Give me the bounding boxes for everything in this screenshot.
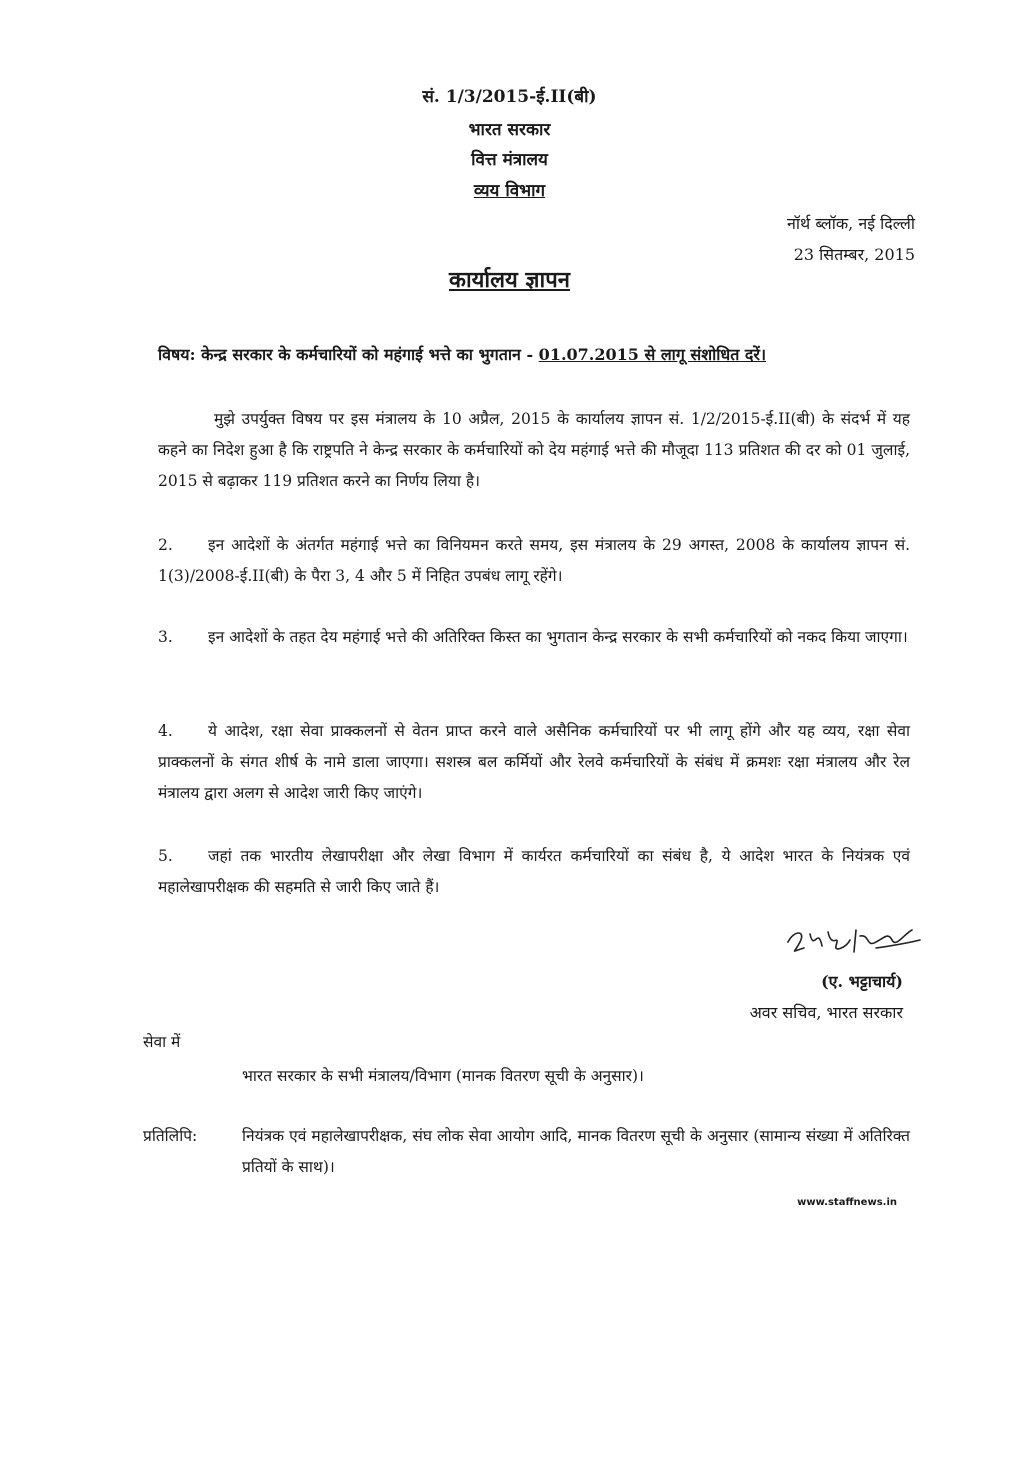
paragraph-5-text: जहां तक भारतीय लेखापरीक्षा और लेखा विभाग में कार्यरत कर्मचारियों का संबंध है, ये आदेश भारत के नियंत्रक एवं महालेखापरीक्षक की सहमति से जारी किए जाते हैं। (158, 847, 910, 896)
document-title: कार्यालय ज्ञापन (449, 267, 570, 293)
paragraph-5-number: 5. (158, 847, 173, 865)
paragraph-1-text: मुझे उपर्युक्त विषय पर इस मंत्रालय के 10 अप्रैल, 2015 के कार्यालय ज्ञापन सं. 1/2/2015-ई.II(बी) के संदर्भ में यह कहने का निदेश हुआ है कि राष्ट्रपति ने केन्द्र सरकार के कर्मचारियों को देय महंगाई भत्ते की मौजूदा 113 प्रतिशत की दर को 01 जुलाई, 2015 से बढ़ाकर 119 प्रतिशत करने का निर्णय लिया है। (158, 410, 910, 490)
date: 23 सितम्बर, 2015 (793, 245, 915, 264)
copy-recipients: नियंत्रक एवं महालेखापरीक्षक, संघ लोक सेवा आयोग आदि, मानक वितरण सूची के अनुसार (सामान्य संख्या में अतिरिक्त प्रतियों के साथ)। (242, 1127, 910, 1176)
paragraph-2-number: 2. (158, 536, 173, 554)
subject-line (158, 343, 918, 365)
to-label: सेवा में (143, 1033, 181, 1051)
place: नॉर्थ ब्लॉक, नई दिल्ली (786, 214, 915, 233)
department-name: व्यय विभाग (473, 181, 546, 201)
copy-label: प्रतिलिपि: (143, 1127, 198, 1145)
subject-text: केन्द्र सरकार के कर्मचारियों को महंगाई भत्ते का भुगतान - (201, 345, 539, 364)
subject-underlined: 01.07.2015 से लागू संशोधित दरें। (538, 345, 767, 364)
paragraph-3 (158, 622, 910, 653)
paragraph-3-text: इन आदेशों के तहत देय महंगाई भत्ते की अतिरिक्त किस्त का भुगतान केन्द्र सरकार के सभी कर्मचारियों को नकद किया जाएगा। (208, 628, 908, 646)
signatory-designation: अवर सचिव, भारत सरकार (749, 1003, 903, 1022)
paragraph-4-text: ये आदेश, रक्षा सेवा प्राक्कलनों से वेतन प्राप्त करने वाले असैनिक कर्मचारियों पर भी लागू होंगे और यह व्यय, रक्षा सेवा प्राक्कलनों के संगत शीर्ष के नामे डाला जाएगा। सशस्त्र बल कर्मियों और रेलवे कर्मचारियों के संबंध में क्रमशः रक्षा मंत्रालय और रेल मंत्रालय द्वारा अलग से आदेश जारी किए जाएंगे। (158, 722, 910, 802)
paragraph-1 (158, 404, 910, 497)
website-watermark: www.staffnews.in (797, 1197, 897, 1208)
paragraph-4-number: 4. (158, 722, 173, 740)
signatory-name: (ए. भट्टाचार्य) (821, 972, 903, 991)
paragraph-3-number: 3. (158, 628, 173, 646)
paragraph-4 (158, 716, 910, 809)
handwritten-signature (780, 912, 930, 962)
ministry-name: वित्त मंत्रालय (471, 150, 548, 170)
to-recipients: भारत सरकार के सभी मंत्रालय/विभाग (मानक वितरण सूची के अनुसार)। (242, 1067, 644, 1085)
subject-label: विषय: (158, 345, 196, 364)
paragraph-2-text: इन आदेशों के अंतर्गत महंगाई भत्ते का विनियमन करते समय, इस मंत्रालय के 29 अगस्त, 2008 के कार्यालय ज्ञापन सं. 1(3)/2008-ई.II(बी) के पैरा 3, 4 और 5 में निहित उपबंध लागू रहेंगे। (158, 536, 910, 585)
paragraph-2 (158, 530, 910, 592)
government-name: भारत सरकार (468, 120, 551, 140)
reference-number: सं. 1/3/2015-ई.II(बी) (422, 87, 597, 107)
paragraph-5 (158, 841, 910, 903)
